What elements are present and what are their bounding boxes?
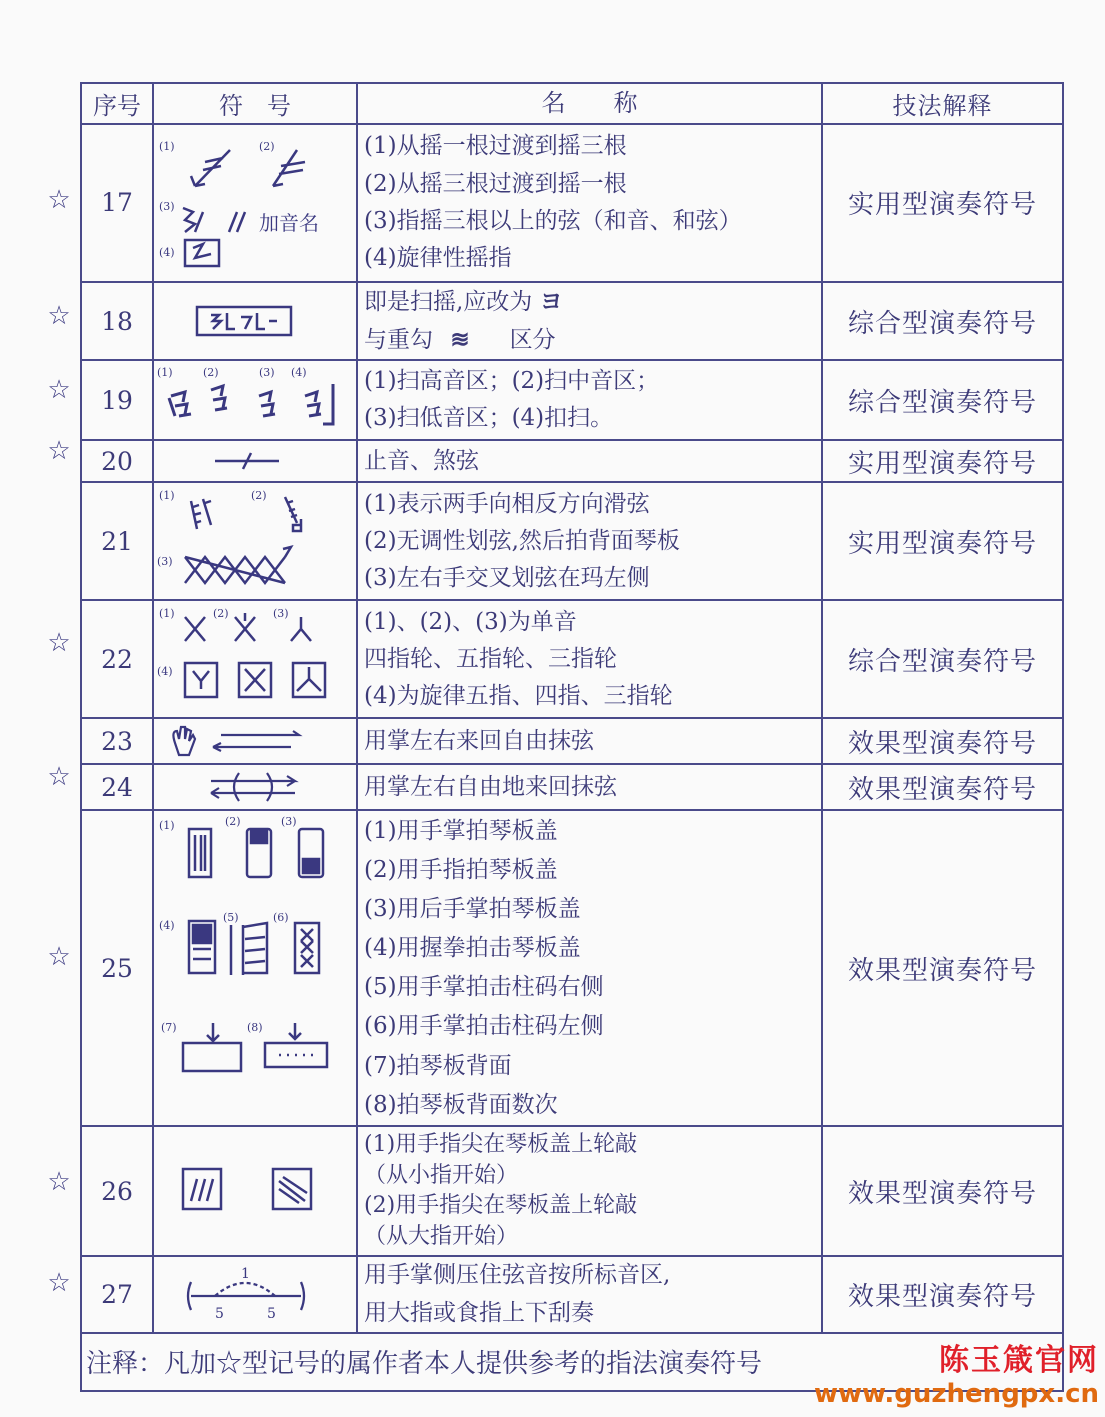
symbol-cell: [153, 124, 357, 282]
palm-free-rub-icon: [155, 767, 355, 807]
name-line: （从小指开始）: [364, 1162, 519, 1188]
name-line: (5)用手掌拍击柱码右侧: [364, 974, 604, 1001]
symbol-cell: [153, 282, 357, 361]
table-row: [81, 1256, 1063, 1333]
finger-roll-icon: [155, 1131, 355, 1251]
symbol-cell: [153, 718, 357, 764]
row-number: 27: [81, 1256, 153, 1333]
name-line: (3)左右手交叉划弦在玛左侧: [364, 565, 650, 591]
explain-cell: 实用型演奏符号: [822, 124, 1063, 282]
svg-text:(4): (4): [159, 245, 175, 259]
row-number: 24: [81, 764, 153, 810]
name-line: (1)表示两手向相反方向滑弦: [364, 490, 650, 517]
name-line: （从大指开始）: [364, 1224, 519, 1250]
name-cell: [357, 124, 822, 282]
explain-cell: 效果型演奏符号: [822, 810, 1063, 1126]
explain-cell: 效果型演奏符号: [822, 1126, 1063, 1256]
name-line: (1)用手指尖在琴板盖上轮敲: [364, 1131, 638, 1157]
svg-text:(3): (3): [273, 607, 289, 621]
name-line: (2)无调性划弦,然后拍背面琴板: [364, 527, 680, 554]
header-name: 名 称: [357, 83, 822, 124]
name-cell: [357, 764, 822, 810]
name-line: 四指轮、五指轮、三指轮: [364, 645, 617, 672]
name-line: (3)指摇三根以上的弦（和音、和弦）: [364, 207, 742, 234]
header-row: [81, 83, 1063, 124]
row-number: 22: [81, 600, 153, 718]
table-row: [81, 440, 1063, 482]
name-cell: [357, 482, 822, 600]
glissando-icon: [155, 485, 355, 597]
name-line: (6)用手掌拍击柱码左侧: [364, 1013, 604, 1040]
tap-board-icon: [155, 815, 355, 1121]
table-row: [81, 1126, 1063, 1256]
star-17: ☆: [47, 185, 71, 215]
watermark-title: 陈玉箴官网: [939, 1343, 1099, 1378]
star-27: ☆: [47, 1268, 71, 1298]
name-line: 用大指或食指上下刮奏: [364, 1299, 594, 1326]
svg-text:5: 5: [267, 1305, 276, 1322]
symbol-cell: [153, 1256, 357, 1333]
name-line: (2)从摇三根过渡到摇一根: [364, 170, 627, 197]
name-line: (4)用握拳拍击琴板盖: [364, 935, 581, 962]
explain-cell: 效果型演奏符号: [822, 764, 1063, 810]
name-line: (2)用手指拍琴板盖: [364, 857, 558, 884]
double-hook-icon: ≋: [450, 326, 470, 354]
name-cell: [357, 440, 822, 482]
name-line: (1)、(2)、(3)为单音: [364, 608, 577, 635]
explain-cell: 综合型演奏符号: [822, 360, 1063, 440]
symbol-cell: [153, 764, 357, 810]
star-19: ☆: [47, 375, 71, 405]
svg-text:(4): (4): [291, 366, 307, 380]
row-number: 26: [81, 1126, 153, 1256]
name-line: (7)拍琴板背面: [364, 1052, 512, 1079]
row-number: 21: [81, 482, 153, 600]
svg-text:5: 5: [215, 1305, 224, 1322]
svg-text:(6): (6): [273, 911, 289, 925]
name-line: (1)从摇一根过渡到摇三根: [364, 133, 627, 160]
svg-text:(8): (8): [247, 1021, 263, 1035]
name-cell: [357, 810, 822, 1126]
explain-cell: 实用型演奏符号: [822, 482, 1063, 600]
table-row: [81, 482, 1063, 600]
name-line: 即是扫摇,应改为: [364, 288, 540, 315]
name-line: 用手掌侧压住弦音按所标音区,: [364, 1262, 671, 1289]
svg-text:(1): (1): [159, 819, 175, 833]
name-line: (4)为旋律五指、四指、三指轮: [364, 683, 673, 709]
explain-cell: 实用型演奏符号: [822, 440, 1063, 482]
name-line: 用掌左右自由地来回抹弦: [364, 773, 617, 800]
name-cell: [357, 718, 822, 764]
row-number: 23: [81, 718, 153, 764]
svg-text:(7): (7): [161, 1021, 177, 1035]
name-line: (1)扫高音区；(2)扫中音区；: [364, 368, 660, 395]
mute-icon: [155, 443, 355, 479]
palm-rub-icon: [155, 721, 355, 761]
symbol-cell: [153, 1126, 357, 1256]
footnote: 注释：凡加☆型记号的属作者本人提供参考的指法演奏符号: [81, 1333, 1063, 1391]
table-row: [81, 600, 1063, 718]
svg-text:(3): (3): [281, 815, 297, 829]
svg-text:(1): (1): [159, 607, 175, 621]
header-symbol: 符 号: [153, 83, 357, 124]
name-cell: [357, 1126, 822, 1256]
table-row: [81, 360, 1063, 440]
star-26: ☆: [47, 1167, 71, 1197]
name-line: 止音、煞弦: [364, 447, 479, 474]
name-cell: [357, 600, 822, 718]
name-cell: [357, 282, 822, 361]
svg-text:1: 1: [241, 1265, 250, 1282]
name-line: (8)拍琴板背面数次: [364, 1091, 558, 1118]
table-row: [81, 764, 1063, 810]
name-line: (3)用后手掌拍琴板盖: [364, 896, 581, 923]
svg-text:(3): (3): [259, 366, 275, 380]
svg-text:(1): (1): [159, 139, 175, 153]
header-explain: 技法解释: [822, 83, 1063, 124]
table-row: [81, 810, 1063, 1126]
sweep-register-icon: [155, 362, 355, 438]
sweep-icon: ヨ: [539, 287, 563, 315]
star-25: ☆: [47, 942, 71, 972]
svg-text:(1): (1): [157, 366, 173, 380]
svg-text:(2): (2): [203, 366, 219, 380]
svg-text:(4): (4): [157, 665, 173, 679]
symbol-cell: [153, 600, 357, 718]
star-18: ☆: [47, 301, 71, 331]
name-line: (3)扫低音区；(4)扣扫。: [364, 405, 614, 432]
symbol-cell: [153, 810, 357, 1126]
svg-text:(2): (2): [251, 489, 267, 503]
header-no: 序号: [81, 83, 153, 124]
explain-cell: 综合型演奏符号: [822, 282, 1063, 361]
tremolo-wheel-icon: [155, 603, 355, 715]
symbol-cell: [153, 482, 357, 600]
name-cell: [357, 1256, 822, 1333]
star-20: ☆: [47, 436, 71, 466]
svg-text:(2): (2): [213, 607, 229, 621]
name-cell: [357, 360, 822, 440]
sweep-tremolo-icon: [155, 291, 355, 351]
watermark-url: www.guzhengpx.cn: [814, 1379, 1099, 1409]
row-number: 17: [81, 124, 153, 282]
row-number: 18: [81, 282, 153, 361]
row-number: 19: [81, 360, 153, 440]
table-row: [81, 282, 1063, 361]
svg-text:加音名: 加音名: [259, 210, 319, 235]
table-row: [81, 718, 1063, 764]
symbol-cell: [153, 440, 357, 482]
row-number: 20: [81, 440, 153, 482]
explain-cell: 综合型演奏符号: [822, 600, 1063, 718]
watermark: [814, 1335, 1099, 1409]
table-row: [81, 124, 1063, 282]
svg-text:(1): (1): [159, 489, 175, 503]
name-line: 区分: [509, 327, 556, 354]
svg-text:(2): (2): [259, 139, 275, 153]
palm-press-scrape-icon: [155, 1260, 355, 1330]
star-22: ☆: [47, 628, 71, 658]
tremolo-symbol-icon: [155, 128, 355, 278]
row-number: 25: [81, 810, 153, 1126]
name-line: (1)用手掌拍琴板盖: [364, 818, 558, 844]
name-line: 用掌左右来回自由抹弦: [364, 727, 594, 754]
name-line: (4)旋律性摇指: [364, 245, 512, 272]
star-24: ☆: [47, 762, 71, 792]
name-line: 与重勾: [364, 327, 441, 354]
svg-text:(3): (3): [159, 199, 175, 213]
svg-text:(5): (5): [223, 911, 239, 925]
svg-text:(2): (2): [225, 815, 241, 829]
explain-cell: 效果型演奏符号: [822, 718, 1063, 764]
notation-table: [80, 82, 1064, 1392]
explain-cell: 效果型演奏符号: [822, 1256, 1063, 1333]
symbol-cell: [153, 360, 357, 440]
svg-text:(3): (3): [157, 555, 173, 569]
svg-text:(4): (4): [159, 919, 175, 933]
name-line: (2)用手指尖在琴板盖上轮敲: [364, 1193, 638, 1219]
